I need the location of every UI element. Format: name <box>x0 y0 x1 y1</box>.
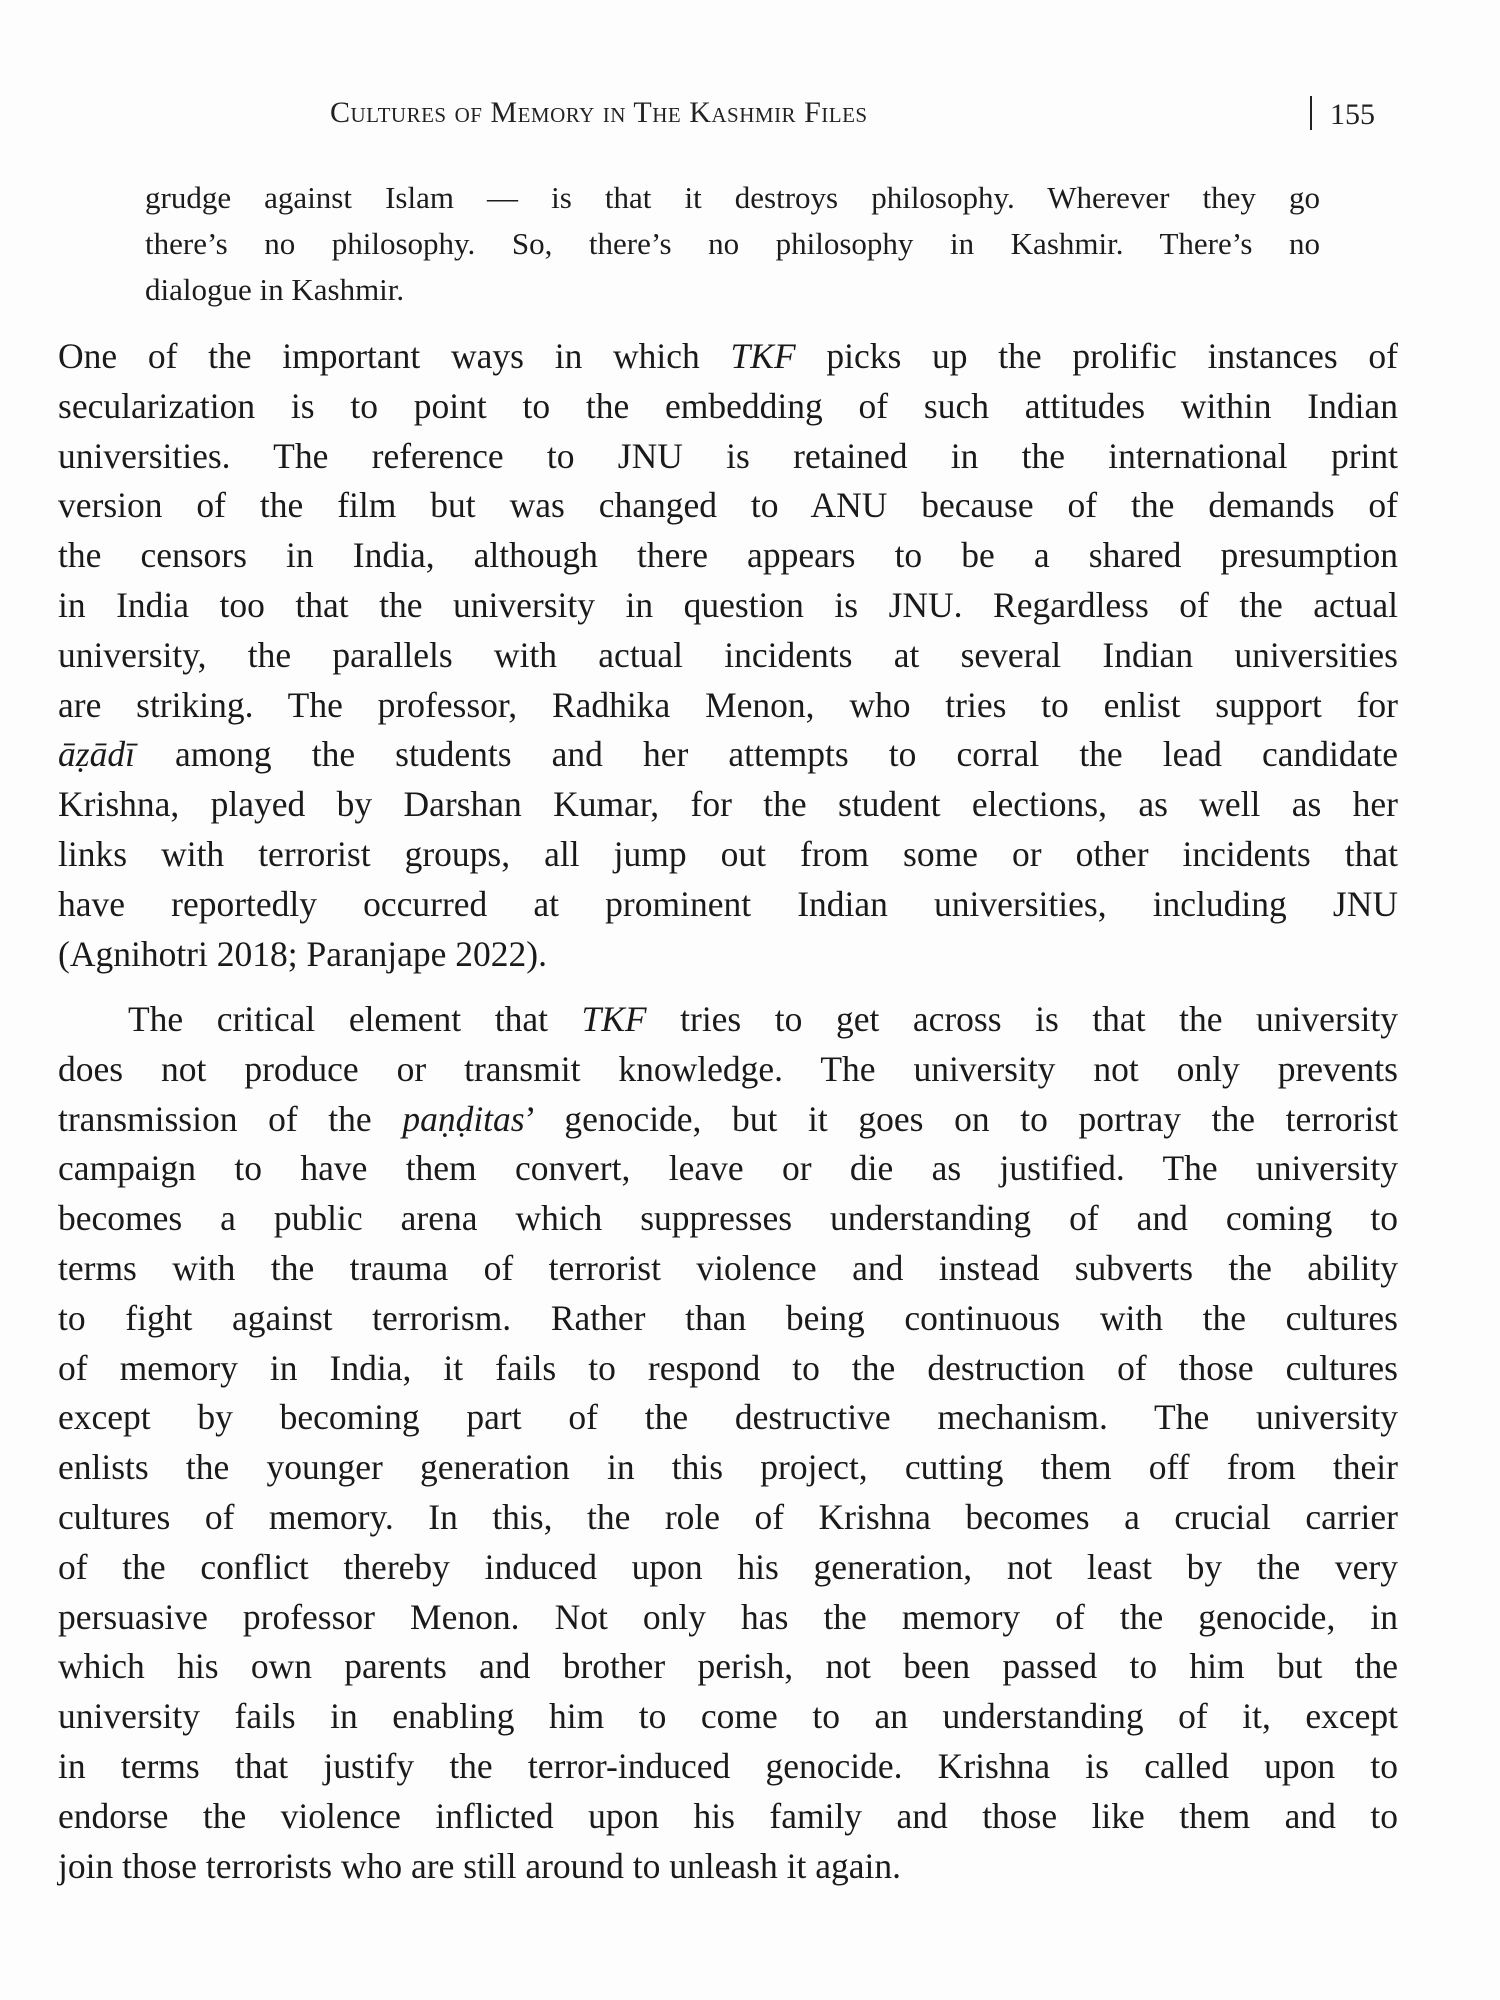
italic-term: āẓādī <box>58 734 135 775</box>
italic-term: TKF <box>581 999 647 1039</box>
text-line: cultures of memory. In this, the role of Krishna becomes a crucial carrier <box>58 1496 1398 1537</box>
text-line: university, the parallels with actual incidents at several Indian universities <box>58 634 1398 675</box>
running-header <box>0 96 1500 136</box>
quote-line: dialogue in Kashmir. <box>145 272 405 307</box>
text-line: of the conflict thereby induced upon his generation, not least by the very <box>58 1546 1398 1587</box>
text-line: secularization is to point to the embedding of such attitudes within Indian <box>58 385 1398 426</box>
text-line: of memory in India, it fails to respond to the destruction of those cultures <box>58 1347 1398 1388</box>
text-line: terms with the trauma of terrorist violence and instead subverts the ability <box>58 1247 1398 1288</box>
text-line: The critical element that TKF tries to get across is that the university <box>128 999 1398 1039</box>
italic-term: paṇḍitas <box>402 1098 525 1139</box>
page-number <box>1310 96 1375 132</box>
page-number-text: 155 <box>1330 98 1375 131</box>
running-title: Cultures of Memory in The Kashmir Files <box>330 96 868 129</box>
text-line: enlists the younger generation in this project, cutting them off from their <box>58 1447 1398 1488</box>
paragraph-2 <box>58 995 1398 1891</box>
italic-term: TKF <box>730 336 796 376</box>
text-line: have reportedly occurred at prominent Indian universities, including JNU <box>58 883 1398 924</box>
quote-line: grudge against Islam — is that it destroys philosophy. Wherever they go <box>145 180 1320 215</box>
text-line: university fails in enabling him to come to an understanding of it, except <box>58 1696 1398 1737</box>
text-line: in India too that the university in question is JNU. Regardless of the actual <box>58 584 1398 625</box>
text-line: are striking. The professor, Radhika Menon, who tries to enlist support for <box>58 684 1398 725</box>
text-line: Krishna, played by Darshan Kumar, for the student elections, as well as her <box>58 784 1398 825</box>
text-line: links with terrorist groups, all jump out from some or other incidents that <box>58 833 1398 874</box>
header-divider <box>1310 96 1312 130</box>
block-quote <box>145 175 1320 313</box>
text-line: (Agnihotri 2018; Paranjape 2022). <box>58 933 548 974</box>
quote-line: there’s no philosophy. So, there’s no philosophy in Kashmir. There’s no <box>145 226 1320 261</box>
text-line: universities. The reference to JNU is retained in the international print <box>58 435 1398 476</box>
text-line: transmission of the paṇḍitas’ genocide, but it goes on to portray the terrorist <box>58 1098 1398 1139</box>
text-line: the censors in India, although there appears to be a shared presumption <box>58 535 1398 576</box>
text-line: persuasive professor Menon. Not only has the memory of the genocide, in <box>58 1596 1398 1637</box>
text-line: does not produce or transmit knowledge. The university not only prevents <box>58 1048 1398 1089</box>
text-line: to fight against terrorism. Rather than being continuous with the cultures <box>58 1297 1398 1338</box>
text-line: āẓādī among the students and her attempts to corral the lead candidate <box>58 734 1398 775</box>
text-line: except by becoming part of the destructive mechanism. The university <box>58 1397 1398 1438</box>
text-line: becomes a public arena which suppresses understanding of and coming to <box>58 1198 1398 1239</box>
text-line: in terms that justify the terror-induced genocide. Krishna is called upon to <box>58 1745 1398 1786</box>
text-line: campaign to have them convert, leave or die as justified. The university <box>58 1148 1398 1189</box>
text-line: endorse the violence inflicted upon his family and those like them and to <box>58 1795 1398 1836</box>
text-line: version of the film but was changed to ANU because of the demands of <box>58 485 1398 526</box>
paragraph-1 <box>58 332 1398 979</box>
text-line: One of the important ways in which TKF picks up the prolific instances of <box>58 336 1398 376</box>
text-line: which his own parents and brother perish, not been passed to him but the <box>58 1646 1398 1687</box>
text-line: join those terrorists who are still around to unleash it again. <box>58 1845 901 1886</box>
